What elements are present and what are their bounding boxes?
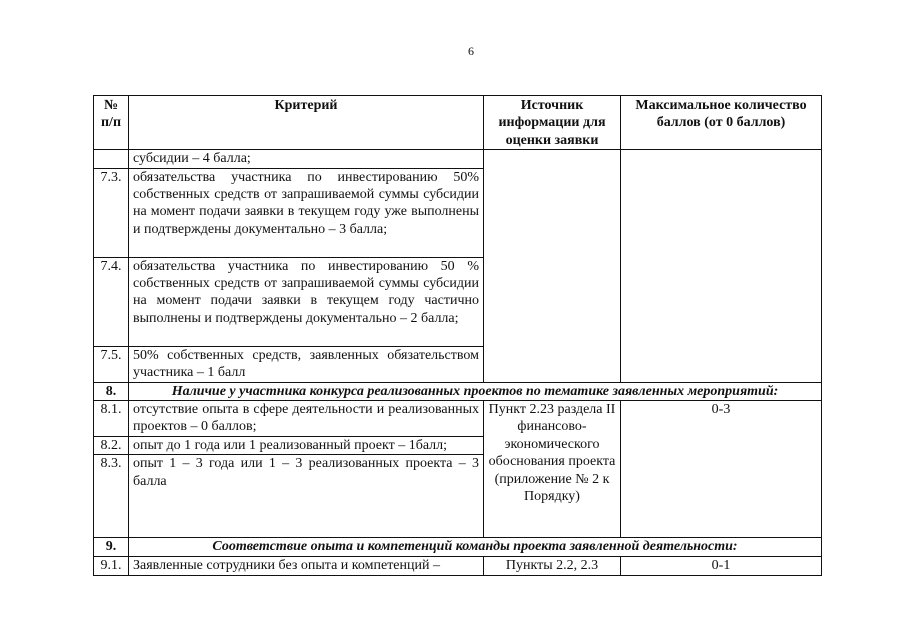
row-num: 7.3. bbox=[94, 168, 129, 257]
row-criterion: обязательства участника по инвестированию 50% собственных средств от запрашиваемой суммы субсидии на момент подачи заявки в текущем году уже выполнены и подтверждены документально – 3 балла; bbox=[129, 168, 484, 257]
row-num: 7.4. bbox=[94, 257, 129, 346]
row-criterion: опыт 1 – 3 года или 1 – 3 реализованных проекта – 3 балла bbox=[129, 455, 484, 538]
header-num-symbol: № bbox=[103, 98, 119, 113]
section-heading-row bbox=[94, 382, 822, 400]
header-num bbox=[94, 96, 129, 150]
section-title: Наличие у участника конкурса реализованных проектов по тематике заявленных мероприятий: bbox=[129, 382, 822, 400]
row-num: 7.5. bbox=[94, 346, 129, 382]
row-criterion: обязательства участника по инвестированию 50 % собственных средств от запрашиваемой суммы субсидии на момент подачи заявки в текущем году частично выполнены и подтверждены документально – 2 балла; bbox=[129, 257, 484, 346]
table-header-row bbox=[94, 96, 822, 150]
row-source: Пункт 2.23 раздела II финансово-экономического обоснования проекта (приложение № 2 к Порядку) bbox=[484, 401, 621, 538]
section-num: 9. bbox=[94, 538, 129, 557]
row-num: 9.1. bbox=[94, 557, 129, 575]
row-num bbox=[94, 150, 129, 168]
header-max-score: Максимальное количество баллов (от 0 баллов) bbox=[621, 96, 822, 150]
table-row bbox=[94, 401, 822, 437]
row-max-score: 0-3 bbox=[621, 401, 822, 538]
row-num: 8.3. bbox=[94, 455, 129, 538]
row-source: Пункты 2.2, 2.3 bbox=[484, 557, 621, 575]
header-num-abbr: п/п bbox=[100, 115, 122, 131]
section-heading-row bbox=[94, 538, 822, 557]
header-criterion: Критерий bbox=[129, 96, 484, 150]
row-criterion: отсутствие опыта в сфере деятельности и реализованных проектов – 0 баллов; bbox=[129, 401, 484, 437]
header-source: Источник информации для оценки заявки bbox=[484, 96, 621, 150]
table-row bbox=[94, 150, 822, 168]
section-title: Соответствие опыта и компетенций команды проекта заявленной деятельности: bbox=[129, 538, 822, 557]
row-max-score bbox=[621, 150, 822, 382]
row-criterion: Заявленные сотрудники без опыта и компетенций – bbox=[129, 557, 484, 575]
row-num: 8.2. bbox=[94, 437, 129, 455]
row-criterion: субсидии – 4 балла; bbox=[129, 150, 484, 168]
row-criterion: 50% собственных средств, заявленных обязательством участника – 1 балл bbox=[129, 346, 484, 382]
section-num: 8. bbox=[94, 382, 129, 400]
row-num: 8.1. bbox=[94, 401, 129, 437]
criteria-table bbox=[93, 95, 822, 576]
row-source bbox=[484, 150, 621, 382]
row-criterion: опыт до 1 года или 1 реализованный проект – 1балл; bbox=[129, 437, 484, 455]
page-number: 6 bbox=[468, 44, 474, 58]
row-max-score: 0-1 bbox=[621, 557, 822, 575]
table-row bbox=[94, 557, 822, 575]
